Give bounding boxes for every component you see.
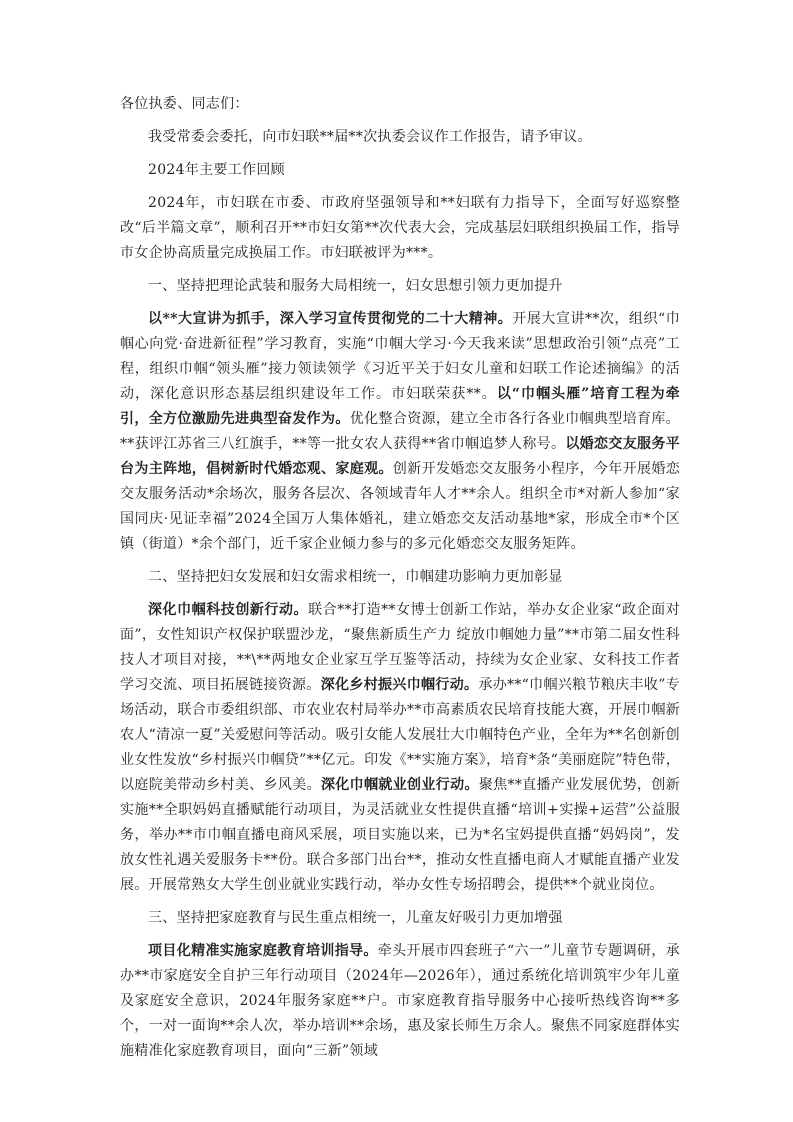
- part1-text-1: 开展大宣讲**次，组织“巾帼心向党·奋进新征程”学习教育，实施“巾帼大学习·今天我来读”思想政治引领“点亮”工程，组织巾帼“领头雁”接力领读领学《习近平关于妇女儿童和妇联工作论述摘编》的活动，深化意识形态基层组织建设年工作。市妇联荣获**。: [120, 311, 680, 402]
- part1-lead-3: 以婚恋交友服务平台为主阵地，倡树新时代婚恋观、家庭观。: [120, 436, 680, 477]
- part2-heading: 二、坚持把妇女发展和妇女需求相统一，巾帼建功影响力更加彰显: [148, 569, 563, 585]
- part2-text-2: 承办**“巾帼兴粮节粮庆丰收”专场活动，联合市委组织部、市农业农村局举办**市高素质农民培育技能大赛，开展巾帼新农人“清凉一夏”关爱慰问等活动。吸引女能人发展壮大巾帼特色产业，全年为**名创新创业女性发放“乡村振兴巾帼贷”**亿元。印发《**实施方案》，培育*条“美丽庭院”特色带，以庭院美带动乡村美、乡风美。: [120, 677, 680, 793]
- overview-paragraph: 2024年，市妇联在市委、市政府坚强领导和**妇联有力指导下，全面写好巡察整改“后半篇文章”，顺利召开**市妇女第**次代表大会，完成基层妇联组织换届工作，指导市女企协高质量完成换届工作。市妇联被评为***。: [120, 195, 680, 261]
- part2-lead-2: 深化乡村振兴巾帼行动。: [320, 677, 479, 693]
- part3-heading: 三、坚持把家庭教育与民生重点相统一，儿童友好吸引力更加增强: [148, 910, 563, 926]
- part1-heading: 一、坚持把理论武装和服务大局相统一，妇女思想引领力更加提升: [148, 278, 563, 294]
- document-page: [120, 92, 680, 1072]
- part3-paragraph: [120, 939, 680, 1064]
- part2-lead-3: 深化巾帼就业创业行动。: [320, 777, 479, 793]
- part3-lead-1: 项目化精准实施家庭教育培训指导。: [148, 943, 378, 959]
- part1-lead-2: 以“巾帼头雁”培育工程为牵引，全方位激励先进典型奋发作为。: [120, 386, 680, 427]
- salutation: 各位执委、同志们：: [120, 96, 249, 112]
- intro-paragraph: 我受常委会委托，向市妇联**届**次执委会议作工作报告，请予审议。: [148, 129, 592, 145]
- section-title: 2024年主要工作回顾: [148, 162, 285, 178]
- part2-lead-1: 深化巾帼科技创新行动。: [148, 602, 309, 618]
- part2-text-1: 联合**打造**女博士创新工作站，举办女企业家“政企面对面”，女性知识产权保护联盟沙龙，“聚焦新质生产力 绽放巾帼她力量”**市第二届女性科技人才项目对接，**\**两地女企业家互学互鉴等活动，持续为女企业家、女科技工作者学习交流、项目拓展链接资源。: [120, 602, 680, 693]
- part3-text-1: 牵头开展市四套班子“六一”儿童节专题调研，承办**市家庭安全自护三年行动项目（2024年—2026年），通过系统化培训筑牢少年儿童及家庭安全意识，2024年服务家庭**户。市家庭教育指导服务中心接听热线咨询**多个，一对一面询**余人次，举办培训**余场，惠及家长师生万余人。聚焦不同家庭群体实施精准化家庭教育项目，面向“三新”领域: [120, 943, 680, 1059]
- part2-text-3: 聚焦**直播产业发展优势，创新实施**全职妈妈直播赋能行动项目，为灵活就业女性提供直播“培训+实操+运营”公益服务，举办**市巾帼直播电商风采展，项目实施以来，已为*名宝妈提供直播“妈妈岗”，发放女性礼遇关爱服务卡**份。联合多部门出台**，推动女性直播电商人才赋能直播产业发展。开展常熟女大学生创业就业实践行动，举办女性专场招聘会，提供**个就业岗位。: [120, 777, 680, 893]
- part1-paragraph: [120, 307, 680, 557]
- part1-lead-1: 以**大宣讲为抓手，深入学习宣传贯彻党的二十大精神。: [148, 311, 513, 327]
- part1-text-2: 优化整合资源，建立全市各行各业巾帼典型培育库。**获评江苏省三八红旗手，**等一批女农人获得**省巾帼追梦人称号。: [120, 411, 680, 452]
- part2-paragraph: [120, 598, 680, 898]
- part1-text-3: 创新开发婚恋交友服务小程序，今年开展婚恋交友服务活动*余场次，服务各层次、各领域青年人才**余人。组织全市*对新人参加“家国同庆·见证幸福”2024全国万人集体婚礼，建立婚恋交友活动基地*家，形成全市*个区镇（街道）*余个部门，近千家企业倾力参与的多元化婚恋交友服务矩阵。: [120, 461, 681, 552]
